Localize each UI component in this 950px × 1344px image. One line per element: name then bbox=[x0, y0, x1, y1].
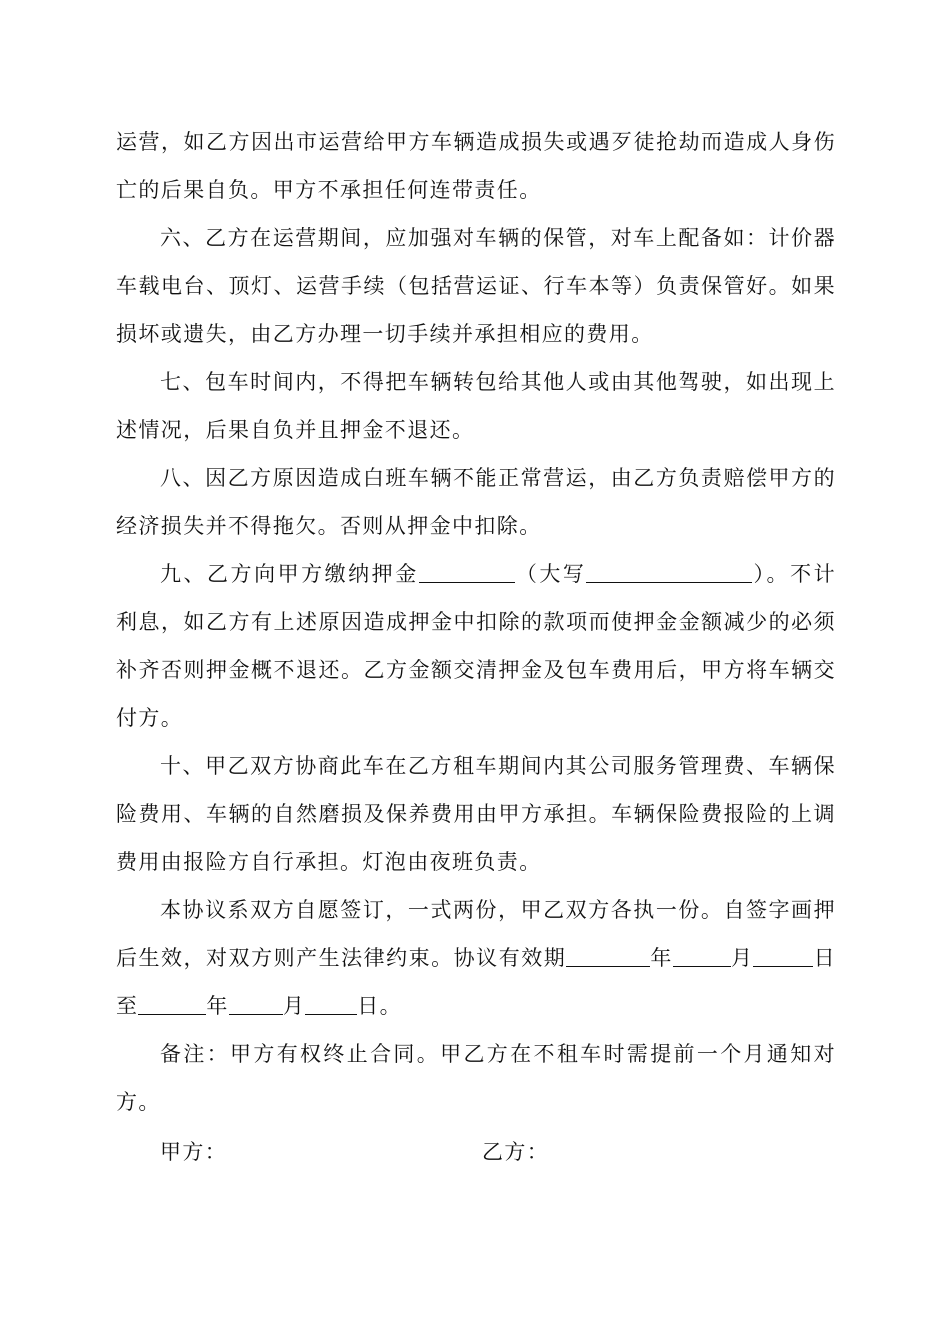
end-month-label: 月 bbox=[282, 994, 306, 1018]
clause-six: 六、乙方在运营期间，应加强对车辆的保管，对车上配备如：计价器车载电台、顶灯、运营手续（包括营运证、行车本等）负责保管好。如果损坏或遗失，由乙方办理一切手续并承担相应的费用。 bbox=[116, 226, 836, 346]
remark-note: 备注：甲方有权终止合同。甲乙方在不租车时需提前一个月通知对方。 bbox=[116, 1042, 836, 1114]
party-a-signature-label: 甲方： bbox=[160, 1140, 228, 1164]
start-month-blank bbox=[673, 944, 731, 967]
deposit-amount-blank bbox=[419, 560, 515, 583]
clause-ten: 十、甲乙双方协商此车在乙方租车期间内其公司服务管理费、车辆保险费用、车辆的自然磨损及保养费用由甲方承担。车辆保险费报险的上调费用由报险方自行承担。灯泡由夜班负责。 bbox=[116, 754, 836, 874]
agreement-validity-lead: 本协议系双方自愿签订，一式两份，甲乙双方各执一份。自签字画押后生效，对双方则产生法律约束。协议有效期 bbox=[116, 898, 836, 970]
party-b-signature-label: 乙方： bbox=[482, 1140, 550, 1164]
end-year-blank bbox=[138, 992, 206, 1015]
paragraph-continuation: 运营，如乙方因出市运营给甲方车辆造成损失或遇歹徒抢劫而造成人身伤亡的后果自负。甲方不承担任何连带责任。 bbox=[116, 130, 836, 202]
deposit-uppercase-blank bbox=[586, 560, 752, 583]
start-year-blank bbox=[566, 944, 650, 967]
clause-seven: 七、包车时间内，不得把车辆转包给其他人或由其他驾驶，如出现上述情况，后果自负并且押金不退还。 bbox=[116, 370, 836, 442]
end-year-label: 年 bbox=[206, 994, 229, 1018]
agreement-validity bbox=[116, 886, 836, 1030]
clause-nine-rest: ）。不计利息，如乙方有上述原因造成押金中扣除的款项而使押金金额减少的必须补齐否则押金概不退还。乙方金额交清押金及包车费用后，甲方将车辆交付方。 bbox=[116, 562, 837, 730]
clause-eight: 八、因乙方原因造成白班车辆不能正常营运，由乙方负责赔偿甲方的经济损失并不得拖欠。否则从押金中扣除。 bbox=[116, 466, 836, 538]
contract-body bbox=[116, 118, 836, 1126]
end-day-label: 日。 bbox=[357, 994, 403, 1018]
end-day-blank bbox=[305, 992, 357, 1015]
start-month-label: 月 bbox=[730, 946, 754, 970]
clause-nine bbox=[116, 550, 836, 742]
start-day-blank bbox=[753, 944, 813, 967]
clause-nine-lead: 九、乙方向甲方缴纳押金 bbox=[160, 562, 419, 586]
clause-nine-uppercase-label: （大写 bbox=[514, 562, 587, 586]
start-day-to-label: 日至 bbox=[116, 946, 836, 1018]
start-year-label: 年 bbox=[650, 946, 673, 970]
end-month-blank bbox=[229, 992, 283, 1015]
